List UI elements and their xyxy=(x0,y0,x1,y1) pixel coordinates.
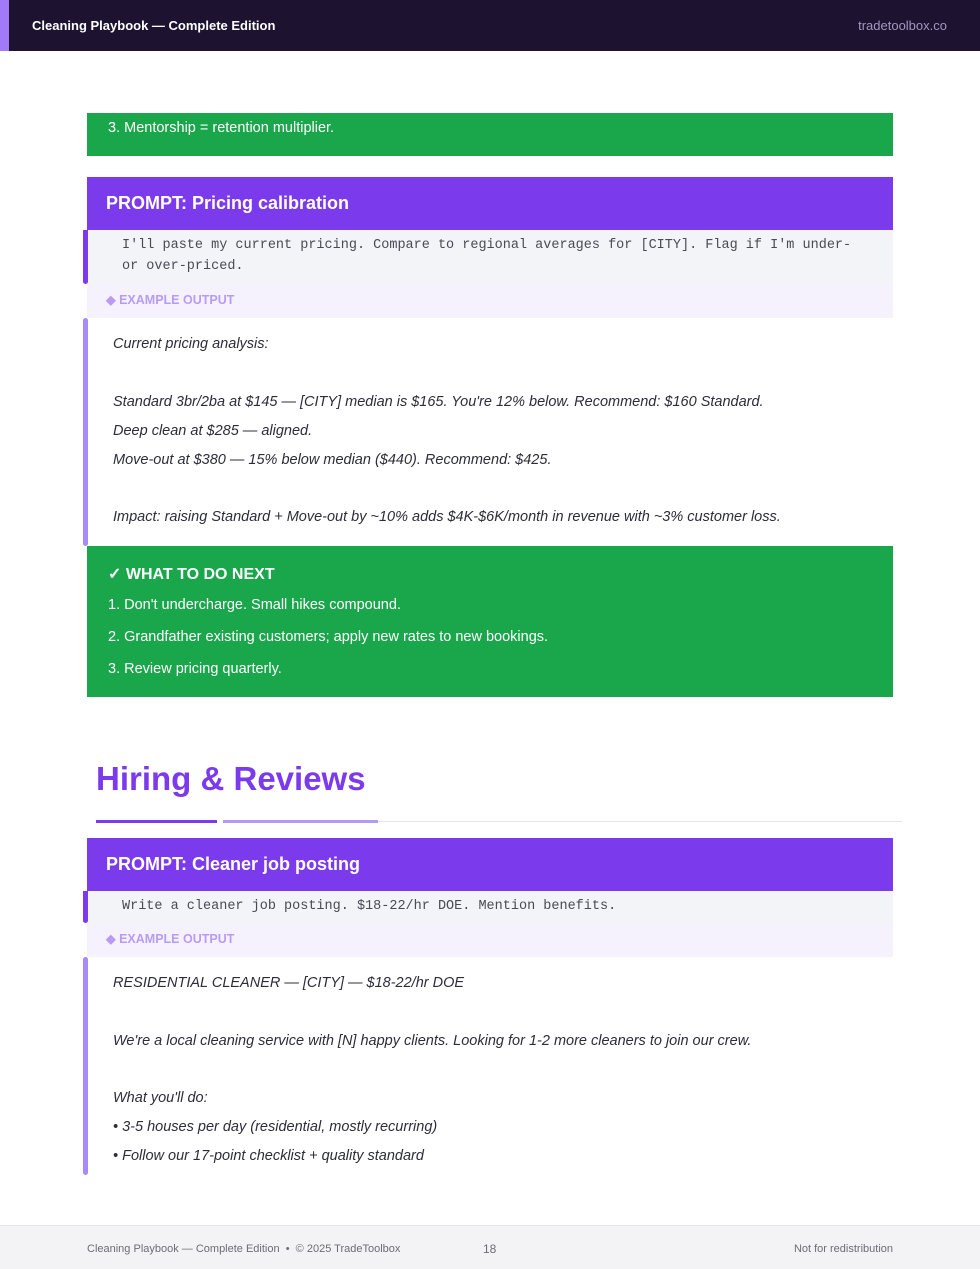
site-link[interactable]: tradetoolbox.co xyxy=(858,18,947,33)
output-line: Current pricing analysis: xyxy=(113,336,269,352)
section-underline-primary xyxy=(96,820,217,823)
prompt-header-hiring xyxy=(87,838,893,891)
output-line: • 3-5 houses per day (residential, mostly recurring) xyxy=(113,1119,438,1135)
example-output-pricing xyxy=(87,318,893,546)
prompt-text-box xyxy=(87,891,893,923)
prompt-accent-bar xyxy=(83,891,88,923)
output-line: We're a local cleaning service with [N] happy clients. Looking for 1-2 more cleaners to join our crew. xyxy=(113,1033,752,1049)
next-steps-box xyxy=(87,546,893,697)
top-bar-accent xyxy=(0,0,9,51)
top-bar xyxy=(0,0,980,51)
example-output-label xyxy=(87,284,893,318)
next-step-item: 3. Review pricing quarterly. xyxy=(108,661,282,677)
output-line: Impact: raising Standard + Move-out by ~10% adds $4K-$6K/month in revenue with ~3% customer loss. xyxy=(113,509,781,525)
output-line: What you'll do: xyxy=(113,1090,208,1106)
footer-copyright: Cleaning Playbook — Complete Edition • © 2025 TradeToolbox xyxy=(87,1243,401,1255)
section-underline-secondary xyxy=(223,820,378,823)
section-divider xyxy=(378,821,902,822)
section-title: Hiring & Reviews xyxy=(96,760,366,797)
output-line: Move-out at $380 — 15% below median ($440). Recommend: $425. xyxy=(113,452,552,468)
page-number: 18 xyxy=(483,1242,497,1256)
page-footer xyxy=(0,1225,980,1269)
example-label-text: ◆ EXAMPLE OUTPUT xyxy=(106,293,235,307)
prompt-title: PROMPT: Pricing calibration xyxy=(106,193,350,213)
output-accent-bar xyxy=(83,957,88,1175)
example-output-hiring xyxy=(87,957,893,1175)
output-accent-bar xyxy=(83,318,88,546)
next-step-item: 1. Don't undercharge. Small hikes compound. xyxy=(108,597,401,613)
prompt-header-pricing xyxy=(87,177,893,230)
previous-next-steps-box xyxy=(87,113,893,156)
output-line: • Follow our 17-point checklist + quality standard xyxy=(113,1148,424,1164)
prompt-title: PROMPT: Cleaner job posting xyxy=(106,854,361,874)
prompt-text: Write a cleaner job posting. $18-22/hr DOE. Mention benefits. xyxy=(122,899,617,914)
prompt-text: I'll paste my current pricing. Compare to regional averages for [CITY]. Flag if I'm under- or over-priced. xyxy=(122,238,852,274)
next-step-item: 3. Mentorship = retention multiplier. xyxy=(108,120,335,136)
example-output-label xyxy=(87,923,893,957)
footer-notice: Not for redistribution xyxy=(793,1243,893,1255)
output-line: Deep clean at $285 — aligned. xyxy=(113,423,313,439)
prompt-accent-bar xyxy=(83,230,88,284)
output-line: Standard 3br/2ba at $145 — [CITY] median is $165. You're 12% below. Recommend: $160 Standard. xyxy=(113,394,764,410)
example-label-text: ◆ EXAMPLE OUTPUT xyxy=(106,932,235,946)
next-step-item: 2. Grandfather existing customers; apply new rates to new bookings. xyxy=(108,629,549,645)
document-title: Cleaning Playbook — Complete Edition xyxy=(32,18,276,33)
next-steps-title: ✓ WHAT TO DO NEXT xyxy=(108,566,275,583)
output-line: RESIDENTIAL CLEANER — [CITY] — $18-22/hr DOE xyxy=(113,975,465,991)
prompt-text-box xyxy=(87,230,893,284)
